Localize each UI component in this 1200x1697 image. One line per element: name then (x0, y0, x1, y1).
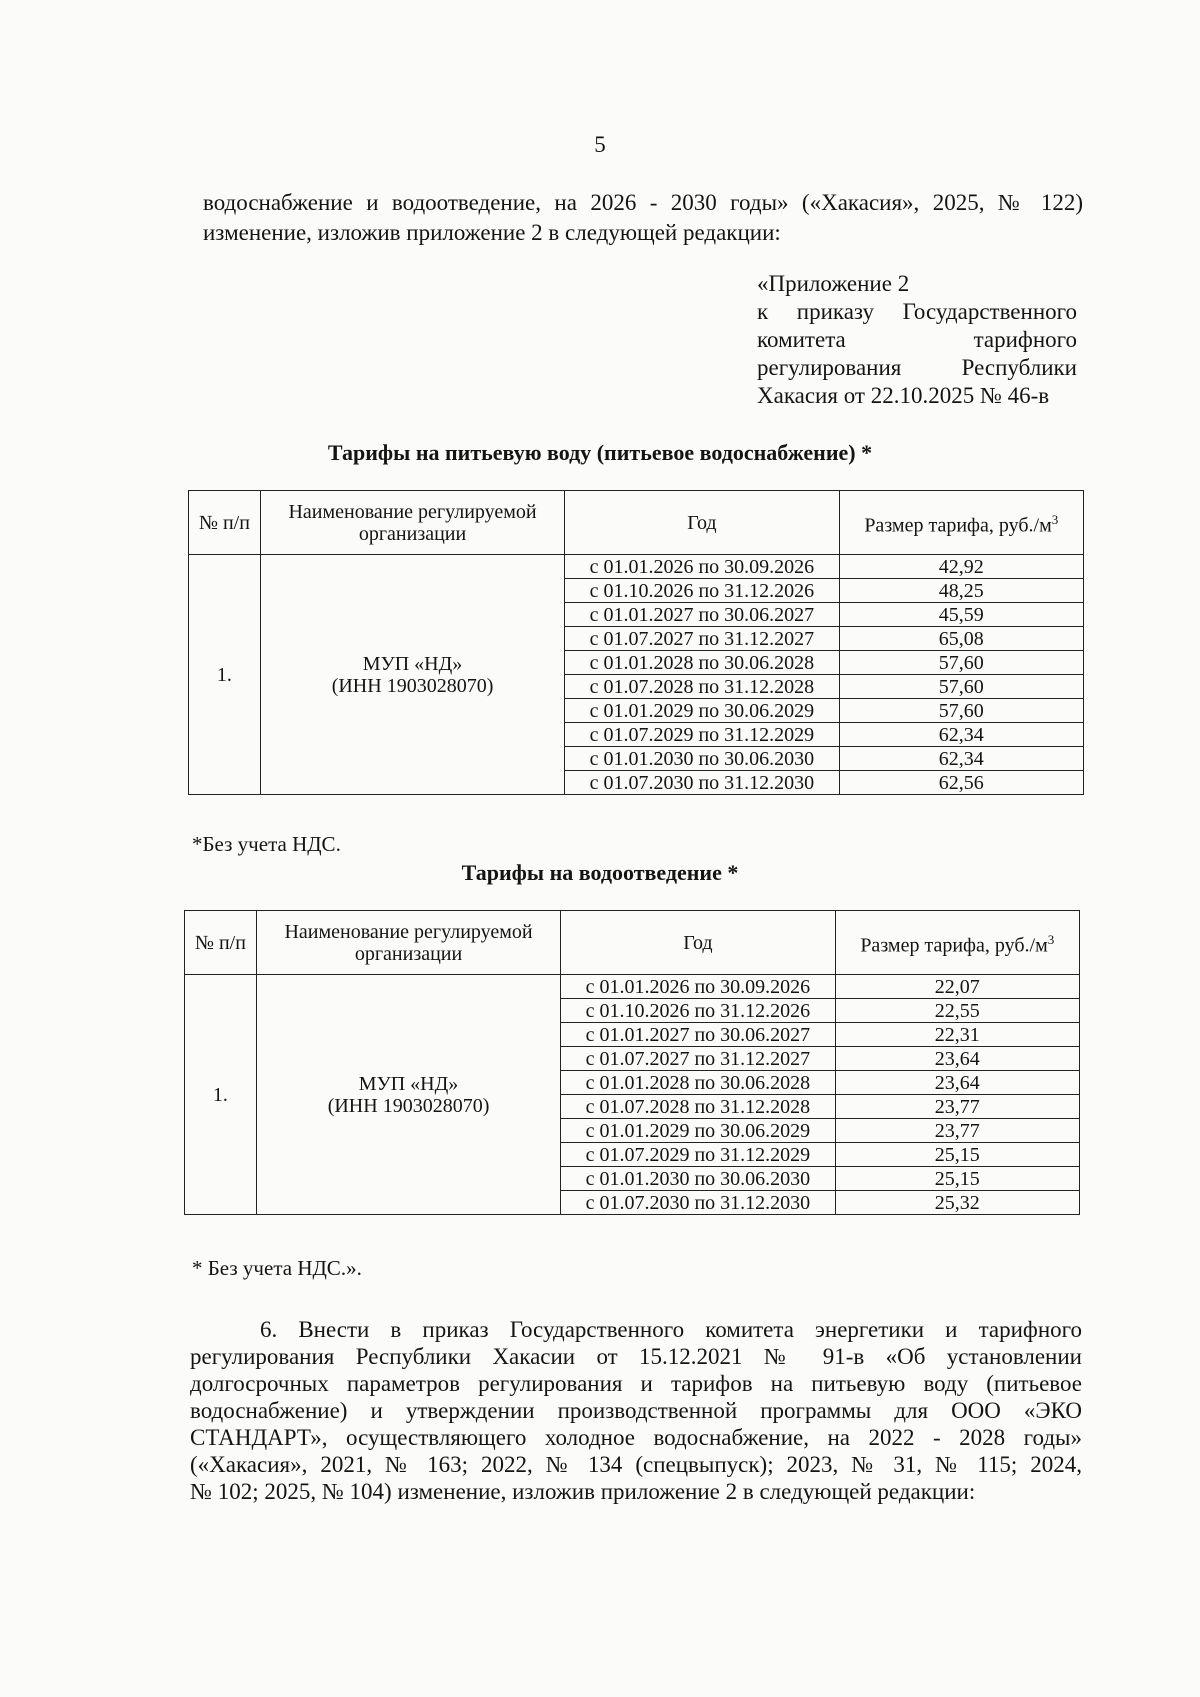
item-6-line: 6. Внести в приказ Государственного комитета энергетики и тарифного (260, 1317, 1082, 1342)
sewage-rows (185, 975, 1080, 1215)
header-num: № п/п (189, 491, 261, 555)
period-cell: с 01.07.2030 по 31.12.2030 (561, 1191, 835, 1215)
tariff-value-cell: 48,25 (839, 579, 1083, 603)
table-row (185, 975, 1080, 999)
organization-name: МУП «НД» (362, 652, 463, 675)
table-row (189, 555, 1084, 579)
appendix-line: регулирования Республики (757, 355, 1077, 380)
appendix-line: к приказу Государственного (757, 299, 1077, 324)
tariff-value-cell: 22,07 (835, 975, 1079, 999)
sewage-tariff-table (184, 910, 1080, 1215)
row-number: 1. (185, 975, 257, 1215)
period-cell: с 01.07.2029 по 31.12.2029 (561, 1143, 835, 1167)
tariff-value-cell: 62,34 (839, 723, 1083, 747)
organization-inn: (ИНН 1903028070) (331, 674, 494, 697)
table-header-row (185, 911, 1080, 975)
water-tariff-table (188, 490, 1084, 795)
tariff-value-cell: 45,59 (839, 603, 1083, 627)
item-6-paragraph (190, 1316, 1082, 1505)
period-cell: с 01.10.2026 по 31.12.2026 (561, 999, 835, 1023)
item-6-line: водоснабжение) и утверждении производственной программы для ООО «ЭКО (190, 1398, 1082, 1423)
tariff-value-cell: 25,15 (835, 1167, 1079, 1191)
tariff-value-cell: 25,15 (835, 1143, 1079, 1167)
period-cell: с 01.01.2026 по 30.09.2026 (565, 555, 839, 579)
period-cell: с 01.01.2027 по 30.06.2027 (565, 603, 839, 627)
header-tariff (839, 491, 1083, 555)
period-cell: с 01.01.2030 по 30.06.2030 (565, 747, 839, 771)
period-cell: с 01.01.2026 по 30.09.2026 (561, 975, 835, 999)
item-6-line: («Хакасия», 2021, № 163; 2022, № 134 (спецвыпуск); 2023, № 31, № 115; 2024, (190, 1452, 1082, 1477)
period-cell: с 01.01.2029 по 30.06.2029 (561, 1119, 835, 1143)
tariff-value-cell: 57,60 (839, 675, 1083, 699)
tariff-value-cell: 62,56 (839, 771, 1083, 795)
period-cell: с 01.07.2030 по 31.12.2030 (565, 771, 839, 795)
tariff-value-cell: 57,60 (839, 651, 1083, 675)
header-tariff-sup: 3 (1051, 511, 1059, 527)
appendix-line: Хакасия от 22.10.2025 № 46-в (757, 383, 1050, 408)
header-year: Год (561, 911, 835, 975)
item-6-line: регулирования Республики Хакасии от 15.12.2021 № 91-в «Об установлении (190, 1344, 1082, 1369)
page-number: 5 (594, 132, 606, 157)
period-cell: с 01.01.2030 по 30.06.2030 (561, 1167, 835, 1191)
organization-cell (260, 555, 564, 795)
tariff-value-cell: 23,77 (835, 1119, 1079, 1143)
period-cell: с 01.07.2028 по 31.12.2028 (561, 1095, 835, 1119)
water-footnote: *Без учета НДС. (192, 832, 341, 856)
period-cell: с 01.01.2028 по 30.06.2028 (565, 651, 839, 675)
sewage-table-title: Тарифы на водоотведение * (461, 860, 739, 885)
period-cell: с 01.01.2029 по 30.06.2029 (565, 699, 839, 723)
tariff-value-cell: 65,08 (839, 627, 1083, 651)
appendix-line: комитета тарифного (757, 327, 1077, 352)
intro-line: водоснабжение и водоотведение, на 2026 - 2030 годы» («Хакасия», 2025, № 122) (203, 190, 1083, 215)
header-tariff-sup: 3 (1047, 931, 1055, 947)
header-year: Год (565, 491, 839, 555)
period-cell: с 01.01.2028 по 30.06.2028 (561, 1071, 835, 1095)
period-cell: с 01.07.2028 по 31.12.2028 (565, 675, 839, 699)
header-org: Наименование регулируемой организации (256, 911, 560, 975)
item-6-line: долгосрочных параметров регулирования и тарифов на питьевую воду (питьевое (190, 1371, 1082, 1396)
header-tariff-text: Размер тарифа, руб./м (860, 934, 1048, 957)
table-header-row (189, 491, 1084, 555)
water-table-title: Тарифы на питьевую воду (питьевое водоснабжение) * (327, 440, 873, 465)
period-cell: с 01.10.2026 по 31.12.2026 (565, 579, 839, 603)
period-cell: с 01.07.2029 по 31.12.2029 (565, 723, 839, 747)
water-rows (189, 555, 1084, 795)
intro-paragraph (203, 188, 1083, 248)
tariff-value-cell: 22,55 (835, 999, 1079, 1023)
item-6-line: № 102; 2025, № 104) изменение, изложив приложение 2 в следующей редакции: (190, 1479, 976, 1504)
organization-name: МУП «НД» (358, 1072, 459, 1095)
tariff-value-cell: 22,31 (835, 1023, 1079, 1047)
tariff-value-cell: 23,77 (835, 1095, 1079, 1119)
tariff-value-cell: 23,64 (835, 1047, 1079, 1071)
period-cell: с 01.01.2027 по 30.06.2027 (561, 1023, 835, 1047)
header-org: Наименование регулируемой организации (260, 491, 564, 555)
row-number: 1. (189, 555, 261, 795)
tariff-value-cell: 42,92 (839, 555, 1083, 579)
tariff-value-cell: 62,34 (839, 747, 1083, 771)
header-tariff-text: Размер тарифа, руб./м (864, 514, 1052, 537)
period-cell: с 01.07.2027 по 31.12.2027 (565, 627, 839, 651)
tariff-value-cell: 23,64 (835, 1071, 1079, 1095)
organization-inn: (ИНН 1903028070) (327, 1094, 490, 1117)
header-num: № п/п (185, 911, 257, 975)
period-cell: с 01.07.2027 по 31.12.2027 (561, 1047, 835, 1071)
tariff-value-cell: 25,32 (835, 1191, 1079, 1215)
header-tariff (835, 911, 1079, 975)
item-6-line: СТАНДАРТ», осуществляющего холодное водоснабжение, на 2022 - 2028 годы» (190, 1425, 1082, 1450)
intro-line: изменение, изложив приложение 2 в следующей редакции: (203, 220, 781, 245)
sewage-footnote: * Без учета НДС.». (192, 1256, 362, 1280)
organization-cell (256, 975, 560, 1215)
appendix-reference (757, 270, 1077, 410)
appendix-line: «Приложение 2 (757, 271, 910, 296)
tariff-value-cell: 57,60 (839, 699, 1083, 723)
